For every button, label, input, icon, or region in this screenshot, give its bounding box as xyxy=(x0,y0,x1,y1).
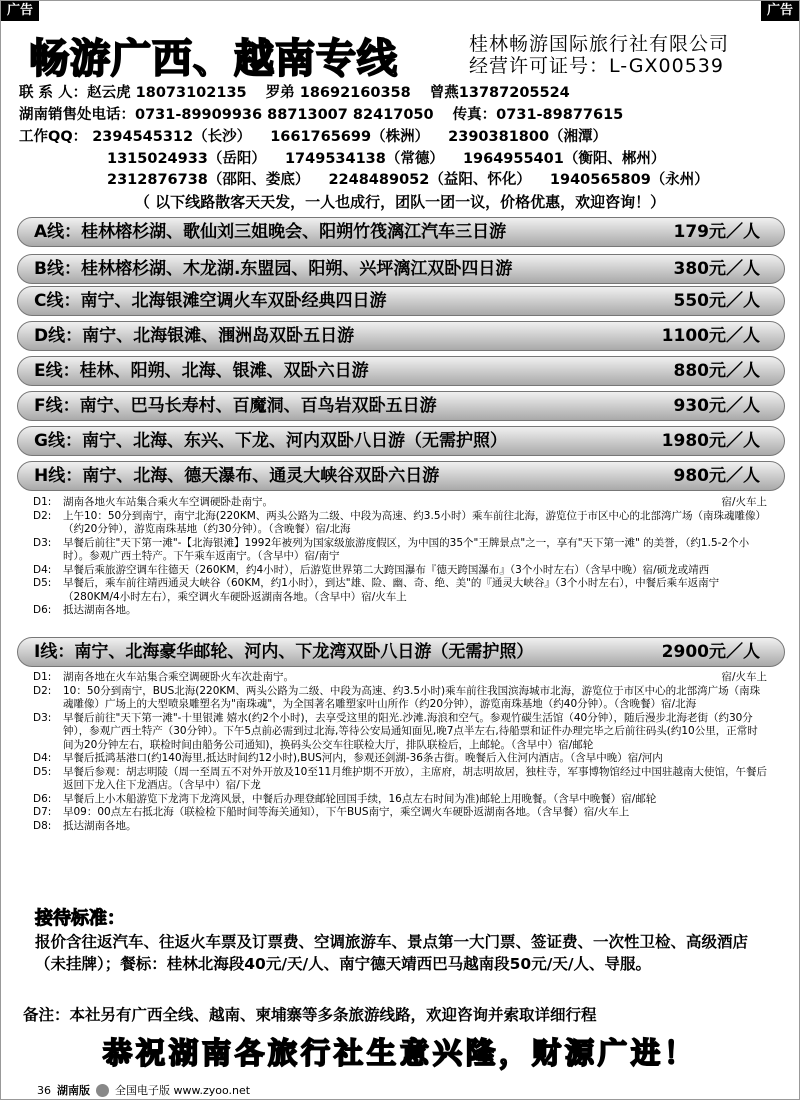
company-info xyxy=(469,33,789,77)
qq-row-2 xyxy=(107,149,679,169)
itinerary-day xyxy=(33,820,767,834)
day-lodging: 宿/火车上 xyxy=(721,671,767,683)
day-text: 早09：00点左右抵北海（联检检下船时间等海关通知），下午BUS南宁，乘空调火车硬卧返湖南各地。（含早餐）宿/火车上 xyxy=(63,806,630,818)
day-text: 早餐后上小木船游览下龙湾下龙湾风景，中餐后办理登邮轮回国手续，16点左右时间为准)邮轮上用晚餐。（含早中晚餐）宿/邮轮 xyxy=(63,792,657,805)
day-label: D4: xyxy=(33,752,52,764)
remark: 备注：本社另有广西全线、越南、柬埔寨等多条旅游线路，欢迎咨询并索取详细行程 xyxy=(23,1006,597,1024)
route-price: 1980元／人 xyxy=(661,431,760,451)
route-price: 980元／人 xyxy=(673,466,760,486)
itinerary-day xyxy=(33,510,767,537)
itinerary-day xyxy=(33,752,767,766)
itinerary-day xyxy=(33,685,767,712)
notice: （ 以下线路散客天天发，一人也成行，团队一团一议，价格优惠，欢迎咨询！） xyxy=(134,193,666,211)
qq-row-3 xyxy=(107,170,723,190)
slogan: 恭祝湖南各旅行社生意兴隆，财源广进！ xyxy=(102,1036,697,1070)
route-d xyxy=(17,321,785,351)
itinerary-day xyxy=(33,604,767,618)
itinerary-day xyxy=(33,537,767,564)
itinerary-day xyxy=(33,671,767,685)
route-price: 1100元／人 xyxy=(661,326,760,346)
route-name: C线：南宁、北海银滩空调火车双卧经典四日游 xyxy=(34,291,387,311)
qq-item: 2312876738（邵阳、娄底） xyxy=(107,172,310,188)
route-c xyxy=(17,286,785,316)
qq-item: 2390381800（湘潭） xyxy=(448,129,608,145)
route-name: E线：桂林、阳朔、北海、银滩、双卧六日游 xyxy=(34,361,369,381)
day-text: 抵达湖南各地。 xyxy=(63,819,137,832)
route-price: 930元／人 xyxy=(673,396,760,416)
footer xyxy=(37,1082,250,1098)
license-number: 经营许可证号：L-GX00539 xyxy=(469,55,724,77)
qq-item: 2394545312（长沙） xyxy=(92,129,252,145)
day-text: 上午10：50分到南宁，南宁北海(220KM、两头公路为二级、中段为高速、约3.5小时）乘车前往北海，游览位于市区中心的北部湾广场（南珠魂雕像）（约20分钟），游览南珠基地（约30分钟）。（含晚餐）宿/北海 xyxy=(63,509,766,535)
ad-tag-left: 广告 xyxy=(1,1,39,21)
day-label: D1: xyxy=(33,671,52,683)
qq-item: 1315024933（岳阳） xyxy=(107,151,266,167)
qq-item: 1940565809（永州） xyxy=(549,172,709,188)
route-price: 380元／人 xyxy=(673,259,760,279)
itinerary-h xyxy=(33,496,767,618)
brand-logo-icon xyxy=(96,1084,109,1097)
day-label: D6: xyxy=(33,604,52,616)
route-price: 880元／人 xyxy=(673,361,760,381)
day-label: D8: xyxy=(33,819,52,832)
qq-item: 1749534138（常德） xyxy=(284,151,444,167)
day-text: 早餐后乘旅游空调车往德天（260KM，约4小时），后游览世界第二大跨国瀑布『德天跨国瀑布』（3个小时左右）（含早中晚）宿/硕龙或靖西 xyxy=(63,563,710,576)
route-name: D线：南宁、北海银滩、涠洲岛双卧五日游 xyxy=(34,326,355,346)
route-b xyxy=(17,254,785,284)
itinerary-day xyxy=(33,577,767,604)
day-text: 早餐后，乘车前往靖西通灵大峡谷（60KM，约1小时），到达"雄、险、幽、奇、绝、美"的『通灵大峡谷』（3个小时左右），中餐后乘车返南宁（280KM/4小时左右），乘空调火车硬卧返湖南各地。（含早中）宿/火车上 xyxy=(63,577,720,603)
day-text: 早餐后前往"天下第一滩"-十里银滩 嬉水(约2个小时)，去享受这里的阳光.沙滩.海浪和空气。参观竹碳生活馆（40分钟），随后漫步北海老街（约30分钟），参观广西土特产（30分钟）。下午5点前必需到过北海,等待公安局通知面见,晚7点半左右,待船票和证件办理完毕之后前往码头(约10公里，正常时间为20分钟左右，联检时间由船务公司通知)，换码头公交车往联检大厅，排队联检后，上邮轮。（含早中）宿/邮轮 xyxy=(63,711,758,751)
company-name: 桂林畅游国际旅行社有限公司 xyxy=(469,33,730,55)
route-name: I线：南宁、北海豪华邮轮、河内、下龙湾双卧八日游（无需护照） xyxy=(34,642,534,662)
qq-row-1 xyxy=(19,127,621,147)
contact-3: 曾燕13787205524 xyxy=(429,85,570,101)
qq-item: 1964955401（衡阳、郴州） xyxy=(462,151,666,167)
route-h xyxy=(17,461,785,491)
day-text: 湖南各地火车站集合乘火车空调硬卧赴南宁。 xyxy=(63,496,273,508)
itinerary-day xyxy=(33,766,767,793)
qq-item: 1661765699（株洲） xyxy=(270,129,430,145)
route-price: 550元／人 xyxy=(673,291,760,311)
day-label: D5: xyxy=(33,765,52,778)
day-text: 早餐后参观：胡志明陵（周一至周五不对外开放及10至11月维护期不开放），主席府，胡志明故居，独柱寺，军事博物馆经过中国驻越南大使馆，午餐后返回下龙入住下龙酒店。（含早中）宿/下龙 xyxy=(63,765,767,791)
route-name: A线：桂林榕杉湖、歌仙刘三姐晚会、阳朔竹筏漓江汽车三日游 xyxy=(34,222,507,242)
day-label: D1: xyxy=(33,496,52,508)
day-label: D3: xyxy=(33,536,52,549)
day-label: D7: xyxy=(33,806,52,818)
itinerary-day xyxy=(33,496,767,510)
page-number: 36 xyxy=(37,1083,51,1097)
website: 全国电子版 www.zyoo.net xyxy=(115,1084,251,1097)
standard-heading: 接待标准： xyxy=(35,908,125,929)
sales-phone: 湖南销售处电话：0731-89909936 88713007 82417050 xyxy=(19,107,434,123)
standard-text: 报价含往返汽车、往返火车票及订票费、空调旅游车、景点第一大门票、签证费、一次性卫检、高级酒店（未挂牌）；餐标：桂林北海段40元/天/人、南宁德天靖西巴马越南段50元/天/人、导服。 xyxy=(35,933,749,973)
day-label: D2: xyxy=(33,509,52,522)
day-text: 早餐后前往"天下第一滩"-【北海银滩】1992年被列为国家级旅游度假区，为中国的35个"王牌景点"之一，享有"天下第一滩" 的美誉，（约1.5-2个小时）。参观广西土特产。下午乘车返南宁。（含早中）宿/南宁 xyxy=(63,536,750,562)
contact-2: 罗弟 18692160358 xyxy=(265,85,411,101)
itinerary-day xyxy=(33,564,767,578)
day-label: D6: xyxy=(33,792,52,805)
route-g xyxy=(17,426,785,456)
itinerary-day xyxy=(33,793,767,807)
page-title: 畅游广西、越南专线 xyxy=(29,36,398,82)
route-name: F线：南宁、巴马长寿村、百魔洞、百鸟岩双卧五日游 xyxy=(34,396,437,416)
edition: 湖南版 xyxy=(57,1084,90,1097)
itinerary-day xyxy=(33,806,767,820)
fax: 传真：0731-89877615 xyxy=(452,107,624,123)
day-text: 湖南各地在火车站集合乘空调硬卧火车次赴南宁。 xyxy=(63,671,294,683)
itinerary-day xyxy=(33,712,767,753)
day-text: 早餐后抵鸿基港口(约140海里,抵达时间约12小时),BUS河内，参观还剑湖-36条古街。晚餐后入住河内酒店。（含早中晚）宿/河内 xyxy=(63,752,663,764)
route-i xyxy=(17,637,785,667)
qq-item: 2248489052（益阳、怀化） xyxy=(328,172,531,188)
day-lodging: 宿/火车上 xyxy=(721,496,767,508)
route-name: G线：南宁、北海、东兴、下龙、河内双卧八日游（无需护照） xyxy=(34,431,507,451)
itinerary-i xyxy=(33,671,767,833)
route-f xyxy=(17,391,785,421)
day-label: D2: xyxy=(33,684,52,697)
contact-people xyxy=(19,83,584,103)
route-price: 179元／人 xyxy=(673,222,760,242)
route-name: H线：南宁、北海、德天瀑布、通灵大峡谷双卧六日游 xyxy=(34,466,440,486)
day-text: 10：50分到南宁，BUS北海(220KM、两头公路为二级、中段为高速、约3.5小时)乘车前往我国滨海城市北海，游览位于市区中心的北部湾广场（南珠魂雕像）广场上的大型喷泉雕塑名为"南珠魂"，为全国著名雕塑家叶山所作（约20分钟），游览南珠基地（约40分钟）。（含晚餐）宿/北海 xyxy=(63,684,761,710)
ad-tag-right: 广告 xyxy=(761,1,799,21)
day-label: D5: xyxy=(33,577,52,589)
route-name: B线：桂林榕杉湖、木龙湖.东盟园、阳朔、兴坪漓江双卧四日游 xyxy=(34,259,513,279)
route-price: 2900元／人 xyxy=(661,642,760,662)
route-a xyxy=(17,217,785,247)
qq-label: 工作QQ： xyxy=(19,129,88,145)
route-e xyxy=(17,356,785,386)
contact-1: 联 系 人：赵云虎 18073102135 xyxy=(19,85,247,101)
contact-phones xyxy=(19,105,637,125)
day-label: D3: xyxy=(33,711,52,724)
day-label: D4: xyxy=(33,563,52,576)
day-text: 抵达湖南各地。 xyxy=(63,604,137,616)
